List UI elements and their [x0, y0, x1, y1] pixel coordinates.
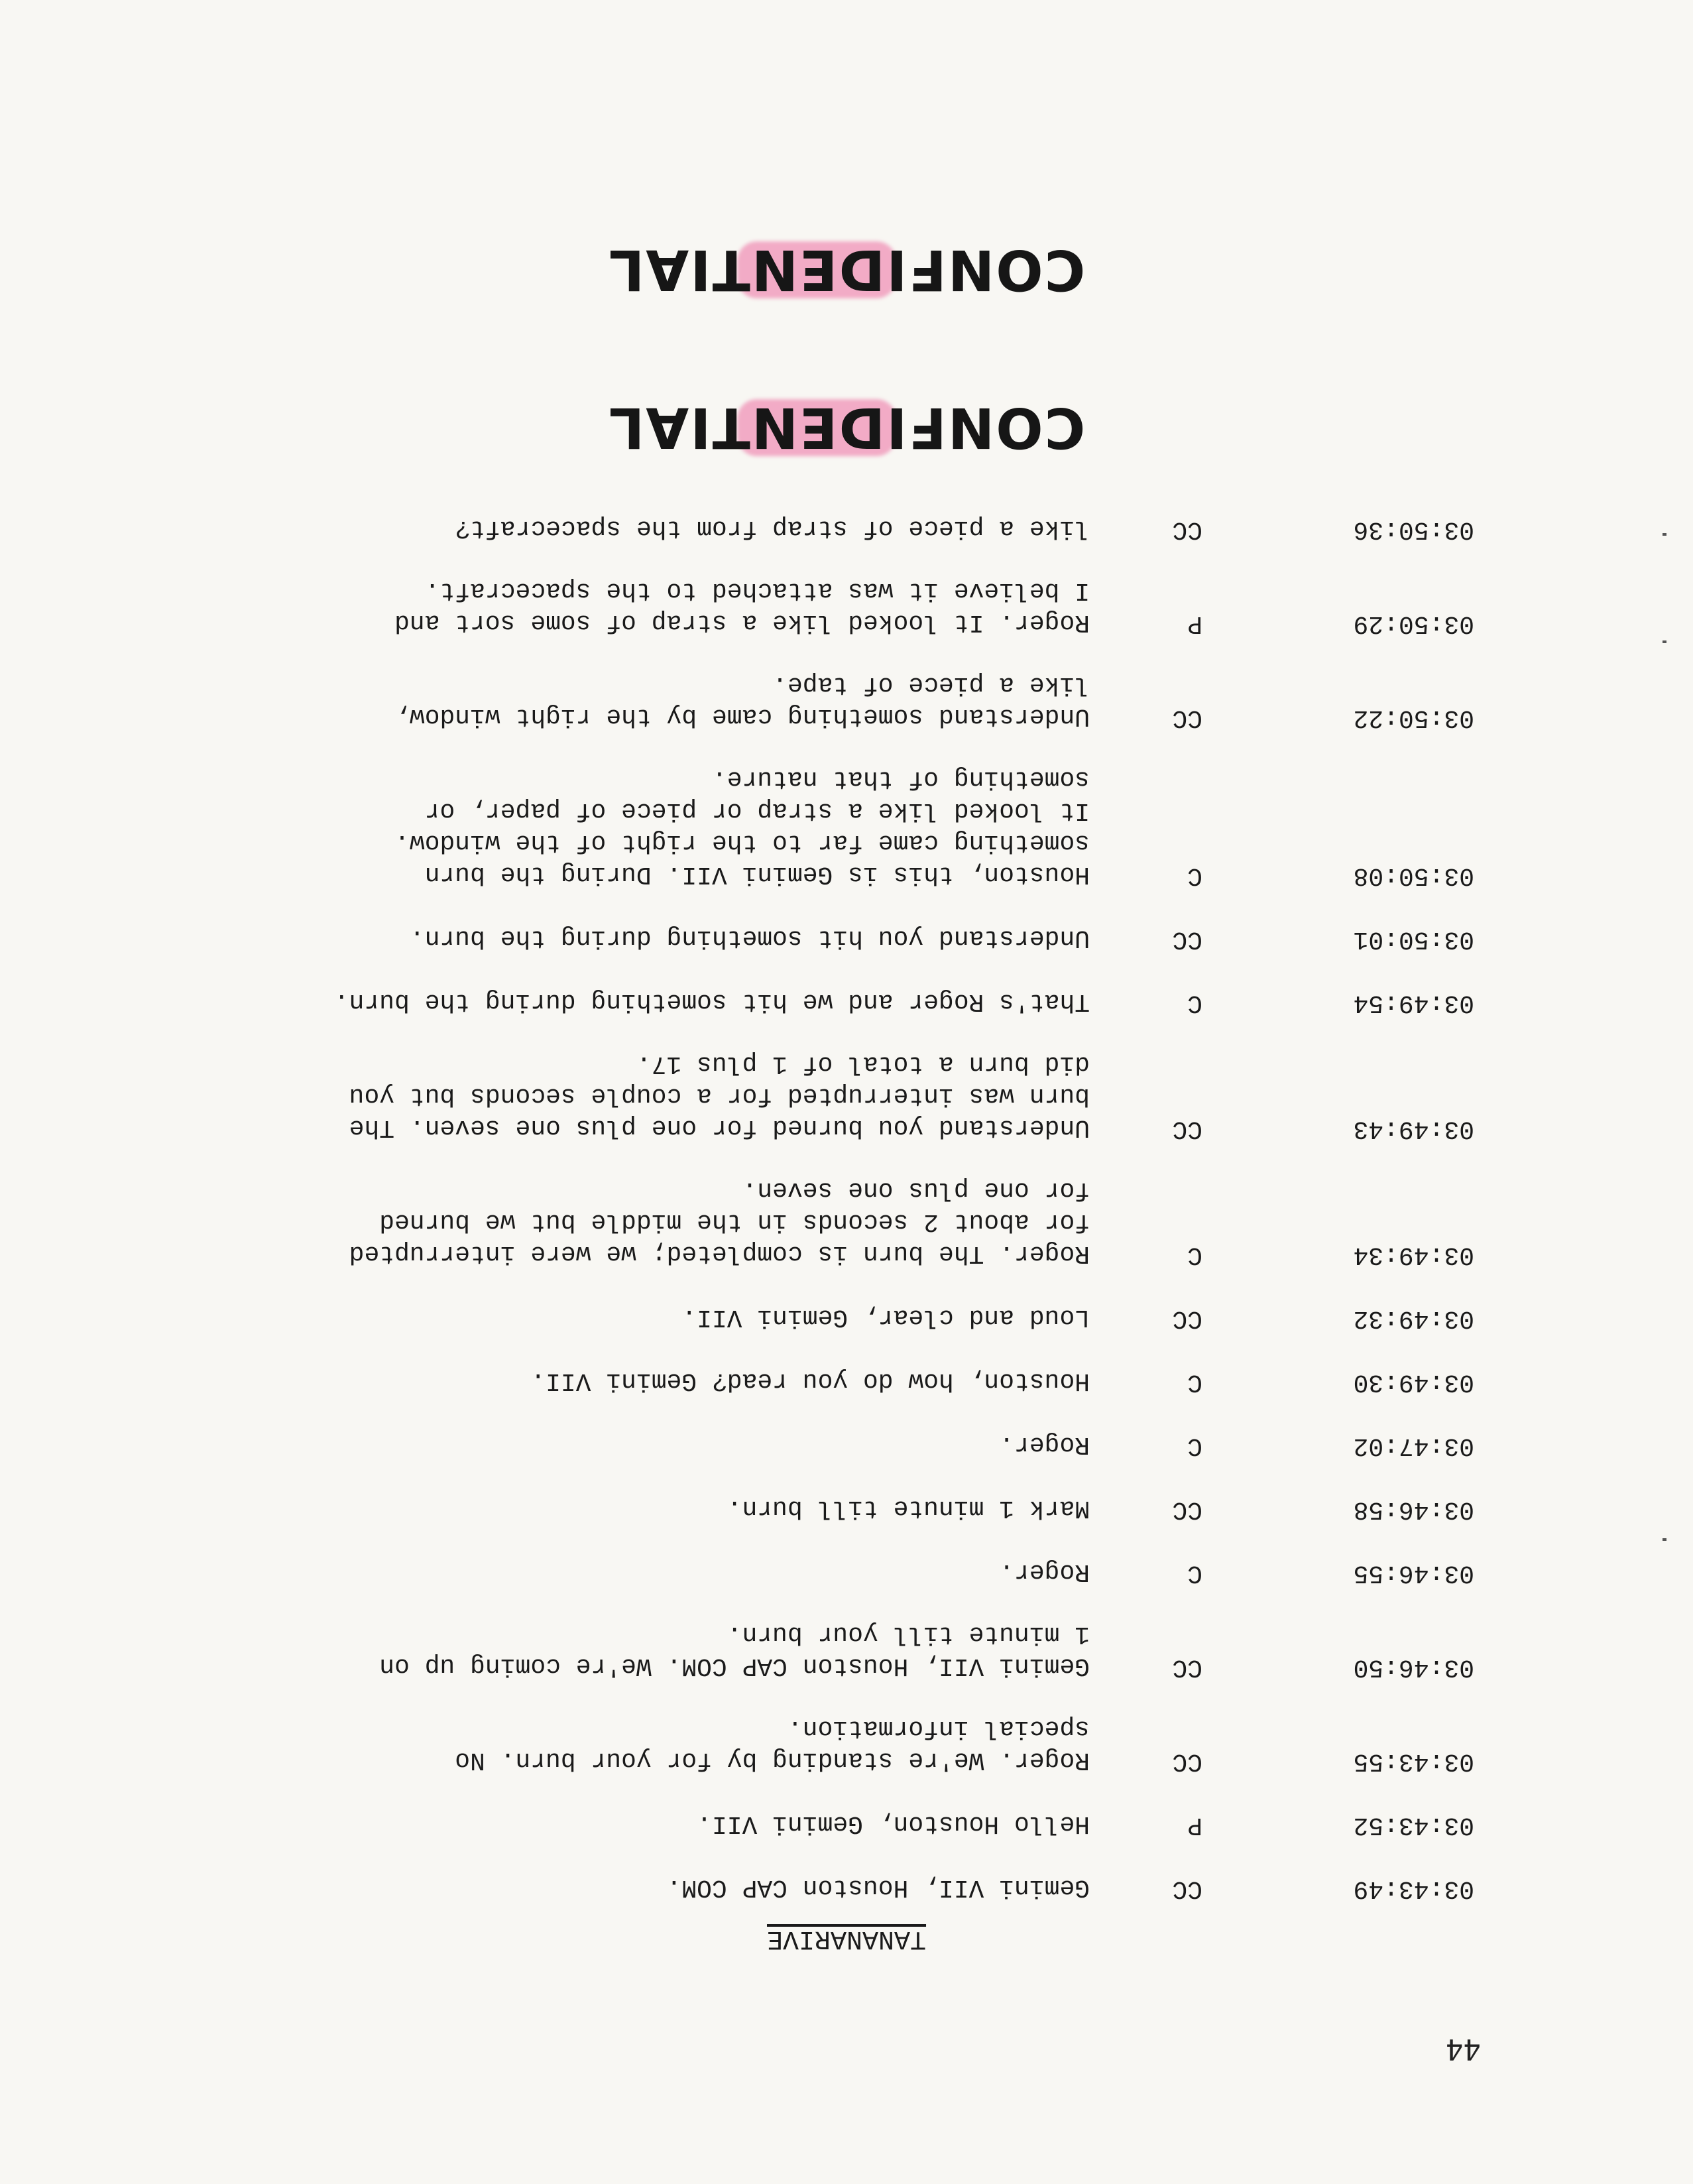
timestamp: 03:49:32	[1353, 1304, 1474, 1333]
utterance: Houston, how do you read? Gemini VII.	[530, 1366, 1090, 1395]
speaker: CC	[1172, 1115, 1202, 1143]
utterance: Loud and clear, Gemini VII.	[681, 1303, 1090, 1331]
speaker: C	[1187, 989, 1202, 1017]
speaker: CC	[1172, 1304, 1202, 1333]
speaker: CC	[1172, 703, 1202, 732]
timestamp: 03:49:30	[1353, 1368, 1474, 1396]
timestamp: 03:49:54	[1353, 989, 1474, 1017]
speaker: C	[1187, 861, 1202, 890]
timestamp: 03:46:58	[1353, 1495, 1474, 1524]
utterance: That's Roger and we hit something during the burn.	[333, 987, 1090, 1016]
speaker: CC	[1172, 515, 1202, 544]
timestamp: 03:50:22	[1353, 703, 1474, 732]
utterance: Roger. We're standing by for your burn. No special information.	[455, 1714, 1090, 1774]
margin-mark	[1663, 533, 1666, 536]
utterance: Roger. The burn is completed; we were interrupted for about 2 seconds in the middle but we burned for one plus one seven.	[349, 1176, 1090, 1268]
confidential-stamp-bottom	[0, 395, 1693, 460]
speaker: C	[1187, 1431, 1202, 1460]
page-number: 44	[1446, 2032, 1481, 2066]
utterance: Understand you burned for one plus one seven. The burn was interrupted for a couple seconds but you did burn a total of 1 plus 17.	[349, 1050, 1090, 1142]
timestamp: 03:47:02	[1353, 1431, 1474, 1460]
speaker: P	[1187, 609, 1202, 638]
speaker: CC	[1172, 1874, 1202, 1903]
speaker: P	[1187, 1811, 1202, 1839]
speaker: CC	[1172, 1747, 1202, 1776]
timestamp: 03:50:29	[1353, 609, 1474, 638]
timestamp: 03:49:43	[1353, 1115, 1474, 1143]
timestamp: 03:46:50	[1353, 1653, 1474, 1681]
timestamp: 03:49:34	[1353, 1241, 1474, 1269]
utterance: Hello Houston, Gemini VII.	[697, 1809, 1090, 1838]
timestamp: 03:46:55	[1353, 1559, 1474, 1587]
timestamp: 03:43:55	[1353, 1747, 1474, 1776]
speaker: CC	[1172, 1495, 1202, 1524]
utterance: Houston, this is Gemini VII. During the burn something came far to the right of the window. It looked like a strap or piece of paper, or something of that nature.	[394, 764, 1090, 888]
margin-mark	[1663, 640, 1666, 643]
margin-mark	[1663, 1538, 1666, 1541]
speaker: C	[1187, 1241, 1202, 1269]
speaker: CC	[1172, 1653, 1202, 1681]
station-title: TANANARIVE	[766, 1923, 927, 1953]
utterance: Understand something came by the right window, like a piece of tape.	[394, 670, 1090, 731]
speaker: CC	[1172, 925, 1202, 953]
utterance: Understand you hit something during the burn.	[409, 924, 1090, 952]
speaker: C	[1187, 1559, 1202, 1587]
utterance: Roger.	[999, 1430, 1090, 1459]
timestamp: 03:43:49	[1353, 1874, 1474, 1903]
speaker: C	[1187, 1368, 1202, 1396]
utterance: Roger.	[999, 1557, 1090, 1586]
timestamp: 03:50:36	[1353, 515, 1474, 544]
utterance: Roger. It looked like a strap of some sort and I believe it was attached to the spacecraft.	[394, 576, 1090, 637]
utterance: Gemini VII, Houston CAP COM.	[666, 1873, 1090, 1902]
utterance: Mark 1 minute till burn.	[727, 1494, 1090, 1522]
timestamp: 03:43:52	[1353, 1811, 1474, 1839]
confidential-stamp-text: CONFIDENTIAL	[599, 237, 1095, 302]
utterance: like a piece of strap from the spacecraft?	[455, 514, 1090, 542]
timestamp: 03:50:01	[1353, 925, 1474, 953]
confidential-stamp-text: CONFIDENTIAL	[599, 395, 1095, 460]
timestamp: 03:50:08	[1353, 861, 1474, 890]
utterance: Gemini VII, Houston CAP COM. We're coming up on 1 minute till your burn.	[379, 1620, 1090, 1680]
